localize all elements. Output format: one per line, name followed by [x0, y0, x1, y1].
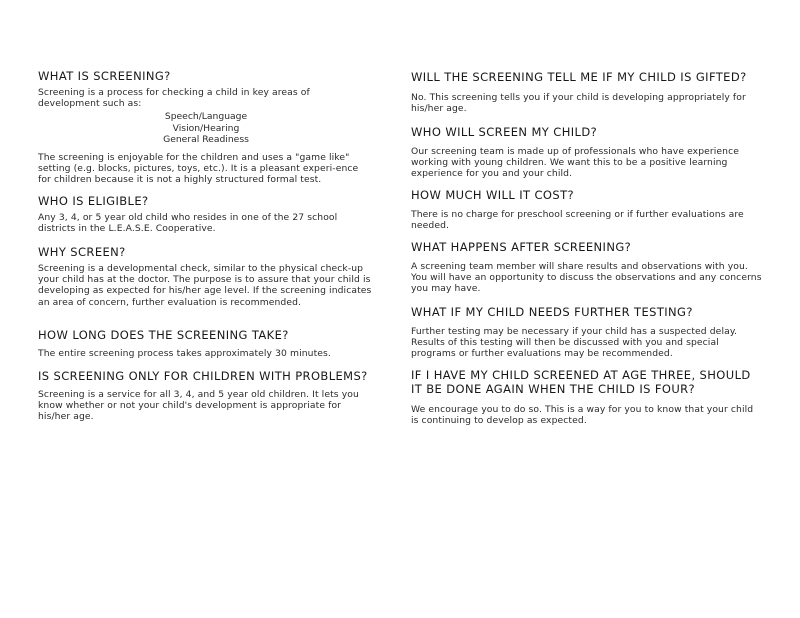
section-heading: WILL THE SCREENING TELL ME IF MY CHILD IS GIFTED? — [411, 70, 747, 84]
section-text: The entire screening process takes approximately 30 minutes. — [38, 348, 331, 359]
development-area: General Readiness — [163, 133, 249, 145]
section-text: There is no charge for preschool screening or if further evaluations are needed. — [411, 209, 744, 232]
section-after — [411, 240, 763, 295]
section-heading: WHAT HAPPENS AFTER SCREENING? — [411, 240, 632, 254]
section-heading: WHO WILL SCREEN MY CHILD? — [411, 125, 598, 139]
section-who-screens — [411, 125, 763, 180]
section-text: Screening is a service for all 3, 4, and 5 year old children. It lets you know whether or not your child's development is appropriate for his/her age. — [38, 389, 359, 423]
section-text: Screening is a process for checking a child in key areas of development such as: — [38, 87, 310, 110]
section-heading: WHAT IF MY CHILD NEEDS FURTHER TESTING? — [411, 305, 693, 319]
section-heading: IS SCREENING ONLY FOR CHILDREN WITH PROBLEMS? — [38, 369, 368, 383]
section-heading: HOW MUCH WILL IT COST? — [411, 188, 575, 202]
section-heading: WHAT IS SCREENING? — [38, 69, 171, 83]
section-cost — [411, 188, 763, 231]
section-what-is-screening — [38, 69, 373, 186]
section-heading: WHY SCREEN? — [38, 245, 126, 259]
section-heading: HOW LONG DOES THE SCREENING TAKE? — [38, 328, 289, 342]
section-who-is-eligible — [38, 194, 373, 234]
section-text: Our screening team is made up of professionals who have experience working with young children. We want this to be a positive learning experience for you and your child. — [411, 146, 740, 180]
section-why-screen — [38, 245, 373, 308]
development-area: Speech/Language — [164, 111, 248, 123]
section-text: Further testing may be necessary if your child has a suspected delay. Results of this testing will then be discussed with you and special programs or further evaluations may be recommended. — [411, 326, 738, 360]
section-text: Any 3, 4, or 5 year old child who resides in one of the 27 school districts in the L.E.A.S.E. Cooperative. — [38, 212, 338, 235]
section-text-2: The screening is enjoyable for the children and uses a "game like" setting (e.g. blocks, pictures, toys, etc.). It is a pleasant experi-ence for children because it is not a highly structured formal test. — [38, 152, 359, 186]
section-only-for-problems — [38, 369, 373, 423]
section-text: A screening team member will share results and observations with you. You will have an opportunity to discuss the observations and any concerns you may have. — [411, 261, 762, 295]
section-gifted — [411, 70, 763, 114]
section-text: Screening is a developmental check, similar to the physical check-up your child has at the doctor. The purpose is to assure that your child is developing as expected for his/her age level. If the screening indicates an area of concern, further evaluation is recommended. — [38, 263, 372, 308]
development-area: Vision/Hearing — [172, 122, 240, 134]
section-heading: WHO IS ELIGIBLE? — [38, 194, 149, 208]
section-age-four — [411, 368, 763, 426]
section-heading: IF I HAVE MY CHILD SCREENED AT AGE THREE, SHOULD IT BE DONE AGAIN WHEN THE CHILD IS FOUR? — [411, 368, 751, 396]
section-text: No. This screening tells you if your child is developing appropriately for his/her age. — [411, 92, 746, 115]
section-text: We encourage you to do so. This is a way for you to know that your child is continuing to develop as expected. — [411, 404, 754, 427]
section-how-long — [38, 328, 373, 359]
development-areas-list — [156, 111, 256, 145]
section-further-testing — [411, 305, 763, 360]
